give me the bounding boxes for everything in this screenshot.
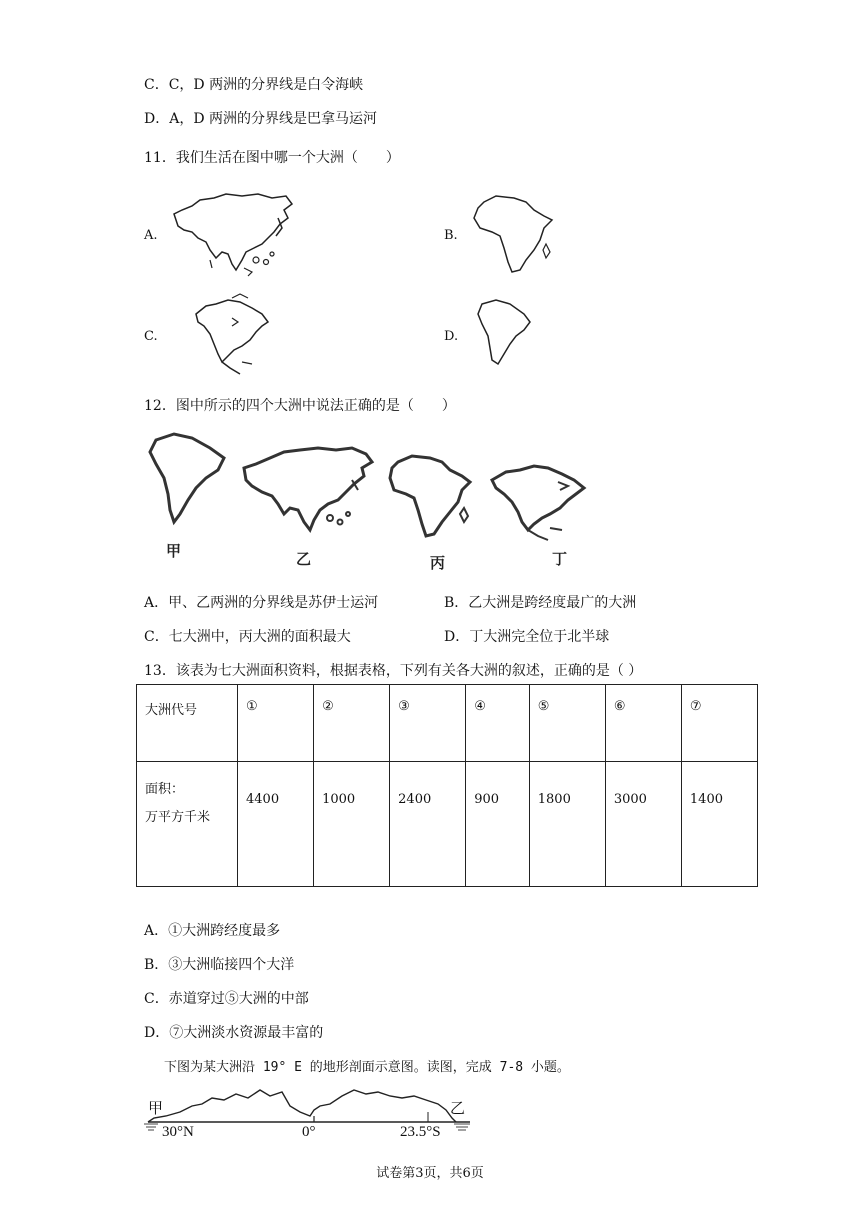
q11-label-d: D. xyxy=(444,329,459,344)
table-cell-area-1: 4400 xyxy=(238,762,314,887)
q12-map-label-bing: 丙 xyxy=(430,554,446,572)
q13-option-b: B．③大洲临接四个大洋 xyxy=(144,957,295,973)
profile-lat-30n: 30°N xyxy=(162,1124,194,1140)
q12-south-america-map xyxy=(146,430,230,526)
table-header-area-line1: 面积： xyxy=(145,782,185,797)
table-cell-code-4: ④ xyxy=(466,685,530,762)
q11-north-america-map xyxy=(192,292,274,378)
q10-option-c: C．C，D 两洲的分界线是白令海峡 xyxy=(144,77,364,93)
q12-map-label-ding: 丁 xyxy=(552,550,568,568)
profile-lat-0: 0° xyxy=(302,1124,316,1140)
q12-option-d: D．丁大洲完全位于北半球 xyxy=(444,629,610,645)
q11-asia-map xyxy=(170,188,296,280)
table-cell-code-1: ① xyxy=(238,685,314,762)
q13-stem: 13．该表为七大洲面积资料，根据表格，下列有关各大洲的叙述，正确的是（ ） xyxy=(144,663,643,679)
table-cell-area-5: 1800 xyxy=(529,762,605,887)
q10-option-d: D．A，D 两洲的分界线是巴拿马运河 xyxy=(144,111,378,127)
q12-option-c: C．七大洲中，丙大洲的面积最大 xyxy=(144,629,351,645)
q11-stem: 11．我们生活在图中哪一个大洲（ ） xyxy=(144,150,400,166)
continent-area-table xyxy=(136,684,758,887)
q11-africa-map xyxy=(470,192,570,278)
q12-map-label-yi: 乙 xyxy=(296,550,312,568)
q13-option-a: A．①大洲跨经度最多 xyxy=(144,923,281,939)
table-cell-area-4: 900 xyxy=(466,762,530,887)
q11-label-c: C. xyxy=(144,329,158,344)
table-cell-area-6: 3000 xyxy=(605,762,681,887)
table-cell-code-2: ② xyxy=(314,685,390,762)
table-cell-code-6: ⑥ xyxy=(605,685,681,762)
q12-map-label-jia: 甲 xyxy=(166,542,182,560)
profile-lat-23s: 23.5°S xyxy=(400,1124,441,1140)
table-header-area-line2: 万平方千米 xyxy=(145,810,211,825)
table-cell-code-3: ③ xyxy=(390,685,466,762)
table-header-code: 大洲代号 xyxy=(137,685,238,762)
q12-option-a: A．甲、乙两洲的分界线是苏伊士运河 xyxy=(144,595,379,611)
q12-asia-map xyxy=(240,440,376,536)
q11-label-b: B. xyxy=(444,228,458,243)
table-cell-area-3: 2400 xyxy=(390,762,466,887)
table-cell-code-5: ⑤ xyxy=(529,685,605,762)
q12-africa-map xyxy=(386,450,482,542)
table-cell-area-2: 1000 xyxy=(314,762,390,887)
table-header-area xyxy=(137,762,238,887)
q12-option-b: B．乙大洲是跨经度最广的大洲 xyxy=(444,595,637,611)
table-cell-area-7: 1400 xyxy=(681,762,757,887)
q11-south-america-map xyxy=(474,298,534,368)
profile-end-jia: 甲 xyxy=(148,1101,164,1117)
page-footer: 试卷第3页，共6页 xyxy=(376,1166,484,1181)
profile-intro: 下图为某大洲沿 19° E 的地形剖面示意图。读图，完成 7-8 小题。 xyxy=(164,1060,570,1075)
table-cell-code-7: ⑦ xyxy=(681,685,757,762)
q12-north-america-map xyxy=(488,458,592,542)
q13-option-d: D．⑦大洲淡水资源最丰富的 xyxy=(144,1025,324,1041)
table-row-areas xyxy=(137,762,758,887)
q13-option-c: C．赤道穿过⑤大洲的中部 xyxy=(144,991,309,1007)
q11-label-a: A. xyxy=(144,228,158,243)
table-row-codes xyxy=(137,685,758,762)
q12-stem: 12．图中所示的四个大洲中说法正确的是（ ） xyxy=(144,398,456,414)
profile-end-yi: 乙 xyxy=(450,1101,466,1117)
